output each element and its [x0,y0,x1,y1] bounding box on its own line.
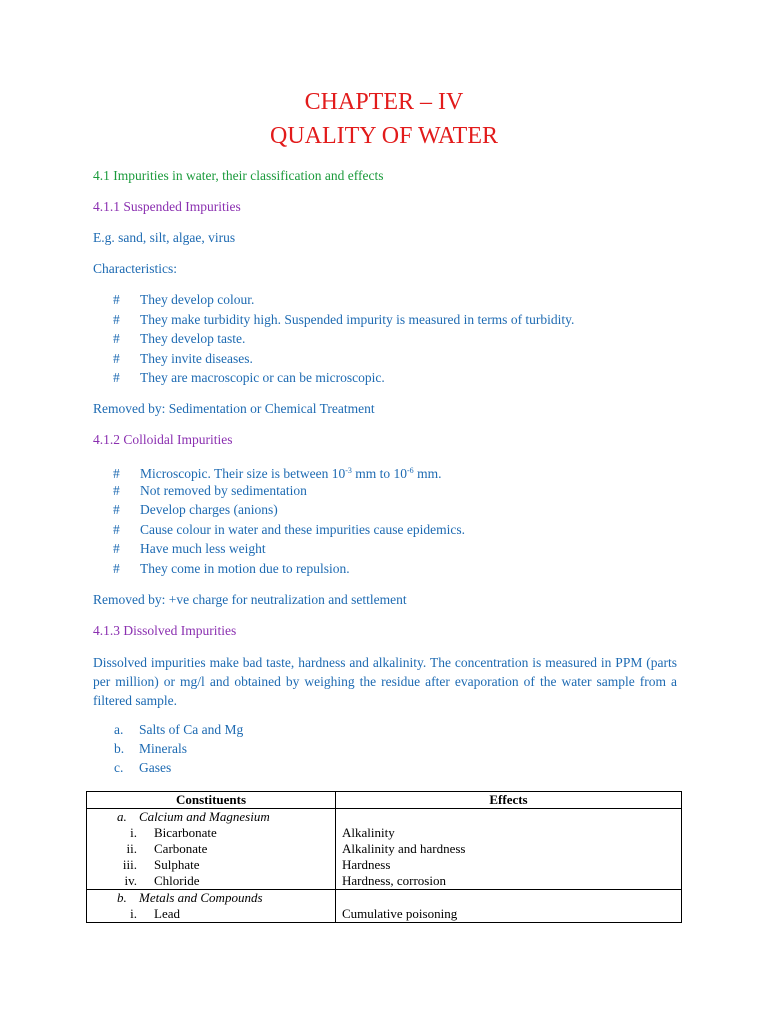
list-item-text: They develop taste. [140,331,246,346]
bullet-marker: # [113,351,120,366]
list-item-text: Cause colour in water and these impurities cause epidemics. [140,522,466,537]
chapter-title: QUALITY OF WATER [270,123,498,149]
list-item [114,721,243,739]
table-header-row [87,792,682,809]
list-item-text: Have much less weight [140,541,266,556]
table-row [87,857,682,873]
list-item [113,311,574,329]
effect-cell: Hardness [336,857,682,873]
list-item [113,369,385,387]
row-number: i. [130,825,137,840]
effect-cell: Alkalinity [336,825,682,841]
section-heading-4-1: 4.1 Impurities in water, their classification and effects [93,168,384,183]
list-marker: b. [114,741,125,756]
effect-cell: Hardness, corrosion [336,873,682,890]
suspended-examples: E.g. sand, silt, algae, virus [93,230,236,245]
row-number: iv. [124,873,137,888]
list-item [113,560,350,578]
table-row [87,841,682,857]
list-item [114,759,171,777]
row-number: i. [130,906,137,921]
constituent-name: Carbonate [154,841,208,856]
list-item-text: They are macroscopic or can be microscopic. [140,370,385,385]
list-item-text: They develop colour. [140,292,255,307]
constituent-name: Bicarbonate [154,825,217,840]
characteristics-label: Characteristics: [93,261,177,276]
list-item [113,350,253,368]
bullet-marker: # [113,502,120,517]
list-item-text: Minerals [139,741,187,756]
constituent-name: Chloride [154,873,200,888]
list-item-text: Not removed by sedimentation [140,483,307,498]
bullet-marker: # [113,522,120,537]
list-item [113,540,266,558]
bullet-marker: # [113,561,120,576]
effect-cell: Cumulative poisoning [336,906,682,923]
row-number: iii. [122,857,137,872]
section-heading-4-1-1: 4.1.1 Suspended Impurities [93,199,241,214]
group-title: b. Metals and Compounds [117,890,263,905]
table-group-row [87,890,682,907]
chapter-number: CHAPTER – IV [304,89,464,115]
list-item-text: They make turbidity high. Suspended impurity is measured in terms of turbidity. [140,312,575,327]
table-row [87,906,682,923]
table-row [87,873,682,890]
group-title: a. Calcium and Magnesium [117,809,270,824]
list-marker: a. [114,722,124,737]
constituents-effects-table [86,791,682,923]
bullet-marker: # [113,292,120,307]
suspended-removed-by: Removed by: Sedimentation or Chemical Treatment [93,401,375,416]
table-group-row [87,809,682,826]
constituent-name: Sulphate [154,857,200,872]
list-item [114,740,187,758]
table-row [87,825,682,841]
list-item [113,462,441,483]
colloidal-removed-by: Removed by: +ve charge for neutralization and settlement [93,592,407,607]
section-heading-4-1-2: 4.1.2 Colloidal Impurities [93,432,233,447]
list-item-text: Gases [139,760,172,775]
list-item-text: Develop charges (anions) [140,502,278,517]
bullet-marker: # [113,370,120,385]
list-item [113,501,278,519]
dissolved-paragraph: Dissolved impurities make bad taste, hardness and alkalinity. The concentration is measured in PPM (parts per million) or mg/l and obtained by weighing the residue after evaporation of the water sample from a filtered sample. [93,655,677,708]
list-item [113,521,465,539]
list-item [113,291,254,309]
column-header-constituents: Constituents [87,792,336,809]
list-marker: c. [114,760,124,775]
bullet-marker: # [113,466,120,481]
bullet-marker: # [113,483,120,498]
bullet-marker: # [113,331,120,346]
colloid-size-text: Microscopic. Their size is between $10^{-3}$ mm to $10^{-6}$ mm. [140,466,442,481]
constituent-name: Lead [154,906,180,921]
list-item-text: They invite diseases. [140,351,253,366]
row-number: ii. [126,841,137,856]
bullet-marker: # [113,312,120,327]
list-item-text: They come in motion due to repulsion. [140,561,350,576]
column-header-effects: Effects [336,792,682,809]
section-heading-4-1-3: 4.1.3 Dissolved Impurities [93,623,237,638]
list-item-text: Salts of Ca and Mg [139,722,244,737]
list-item [113,482,307,500]
effect-cell: Alkalinity and hardness [336,841,682,857]
list-item [113,330,245,348]
bullet-marker: # [113,541,120,556]
